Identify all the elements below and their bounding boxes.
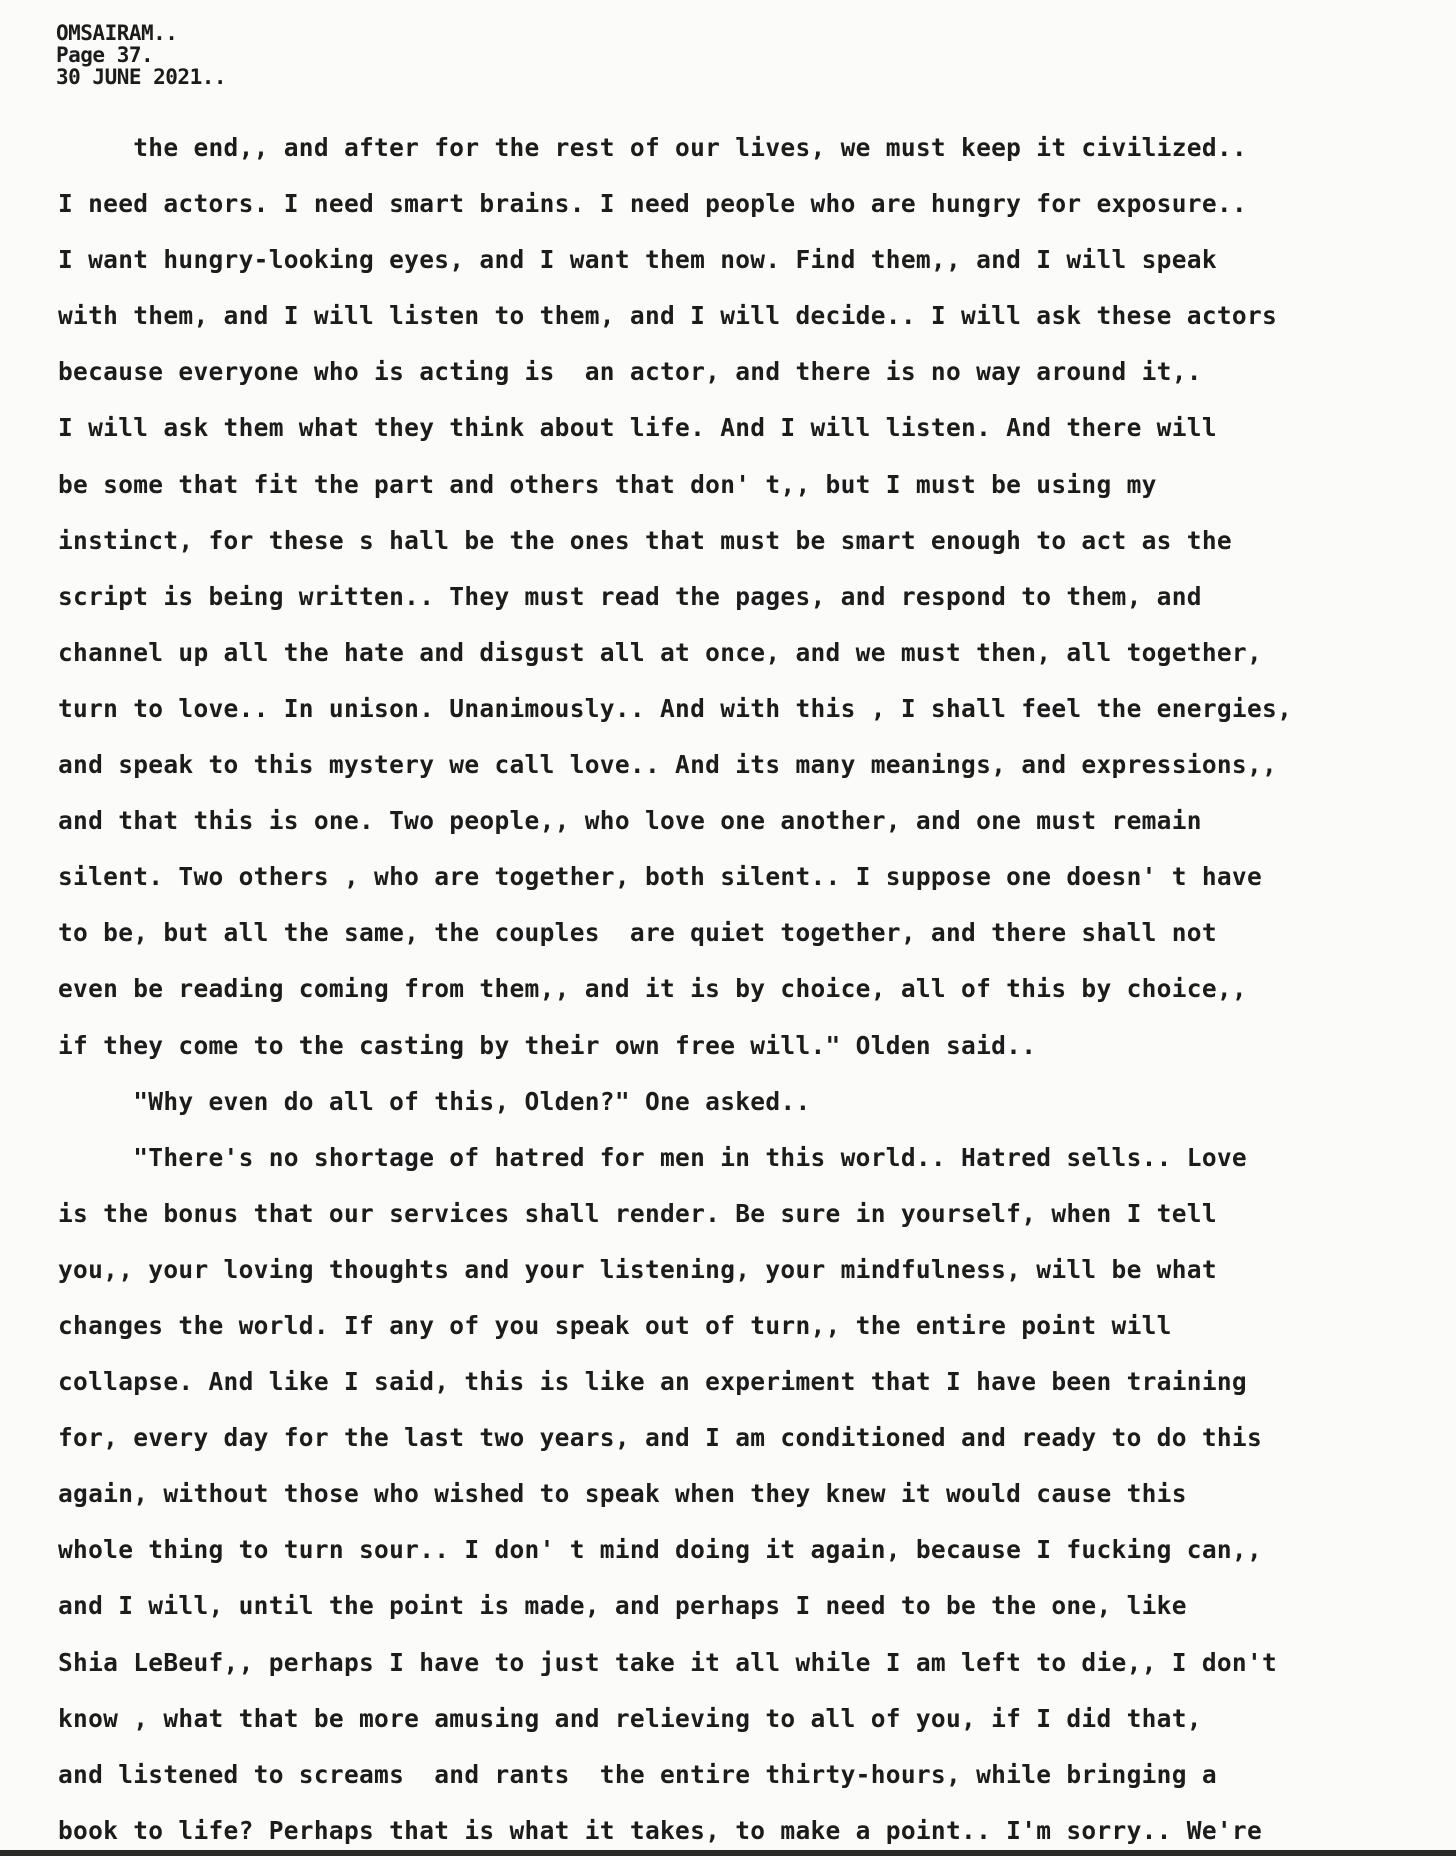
text-line: if they come to the casting by their own free will." Olden said.. [58, 1030, 1037, 1060]
text-line: I will ask them what they think about life. And I will listen. And there will [58, 413, 1217, 443]
text-line: collapse. And like I said, this is like an experiment that I have been training [58, 1367, 1247, 1397]
text-line: is the bonus that our services shall render. Be sure in yourself, when I tell [58, 1198, 1217, 1228]
text-line: I need actors. I need smart brains. I need people who are hungry for exposure.. [58, 189, 1247, 219]
text-line: silent. Two others , who are together, both silent.. I suppose one doesn' t have [58, 862, 1263, 892]
manuscript-body [58, 120, 1448, 1859]
text-line: changes the world. If any of you speak out of turn,, the entire point will [58, 1310, 1172, 1340]
text-line: and that this is one. Two people,, who love one another, and one must remain [58, 806, 1202, 836]
text-line: with them, and I will listen to them, and I will decide.. I will ask these actors [58, 301, 1278, 331]
text-line: Shia LeBeuf,, perhaps I have to just take it all while I am left to die,, I don't [58, 1647, 1278, 1677]
page-bottom-edge [0, 1850, 1456, 1856]
text-line: to be, but all the same, the couples are quiet together, and there shall not [58, 918, 1217, 948]
text-line: channel up all the hate and disgust all at once, and we must then, all together, [58, 637, 1263, 667]
text-line: and speak to this mystery we call love.. And its many meanings, and expressions,, [58, 750, 1278, 780]
text-line: and listened to screams and rants the entire thirty-hours, while bringing a [58, 1759, 1217, 1789]
text-line: even be reading coming from them,, and it is by choice, all of this by choice,, [58, 974, 1247, 1004]
text-line: again, without those who wished to speak when they knew it would cause this [58, 1479, 1187, 1509]
text-line: turn to love.. In unison. Unanimously.. And with this , I shall feel the energies, [58, 693, 1293, 723]
text-line: for, every day for the last two years, and I am conditioned and ready to do this [58, 1423, 1263, 1453]
header-page-number: Page 37. [56, 43, 154, 67]
text-line: instinct, for these s hall be the ones that must be smart enough to act as the [58, 525, 1232, 555]
text-line: you,, your loving thoughts and your listening, your mindfulness, will be what [58, 1254, 1217, 1284]
header-date: 30 JUNE 2021.. [56, 65, 227, 89]
text-line: "There's no shortage of hatred for men in this world.. Hatred sells.. Love [58, 1142, 1247, 1172]
text-line: "Why even do all of this, Olden?" One asked.. [58, 1086, 811, 1116]
text-line: because everyone who is acting is an actor, and there is no way around it,. [58, 357, 1202, 387]
page-header [56, 22, 226, 88]
header-title: OMSAIRAM.. [56, 21, 178, 45]
text-line: know , what that be more amusing and relieving to all of you, if I did that, [58, 1703, 1202, 1733]
text-line: and I will, until the point is made, and perhaps I need to be the one, like [58, 1591, 1187, 1621]
text-line: I want hungry-looking eyes, and I want them now. Find them,, and I will speak [58, 245, 1217, 275]
text-line: script is being written.. They must read the pages, and respond to them, and [58, 581, 1202, 611]
text-line: book to life? Perhaps that is what it takes, to make a point.. I'm sorry.. We're [58, 1815, 1263, 1845]
text-line: be some that fit the part and others that don' t,, but I must be using my [58, 469, 1157, 499]
text-line: whole thing to turn sour.. I don' t mind doing it again, because I fucking can,, [58, 1535, 1263, 1565]
text-line: the end,, and after for the rest of our lives, we must keep it civilized.. [58, 133, 1247, 162]
